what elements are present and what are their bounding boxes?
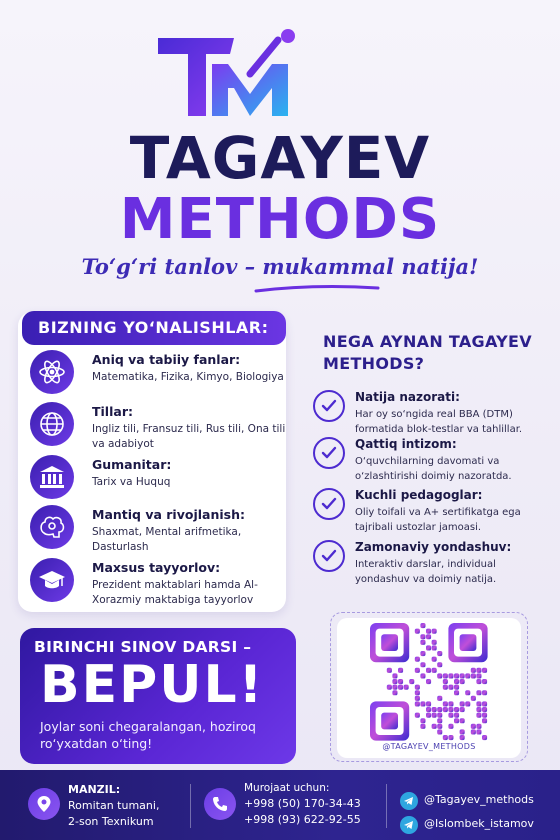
promo-line1: BIRINCHI SINOV DARSI – bbox=[34, 638, 252, 656]
brain-icon bbox=[30, 505, 74, 549]
footer-divider bbox=[190, 784, 191, 828]
direction-item bbox=[30, 505, 286, 557]
why-item-title: Kuchli pedagoglar: bbox=[355, 488, 483, 502]
direction-title: Gumanitar: bbox=[92, 457, 172, 472]
direction-item bbox=[30, 558, 286, 610]
phone-2[interactable]: +998 (93) 622-92-55 bbox=[244, 813, 361, 826]
promo-free: BEPUL! bbox=[40, 655, 265, 715]
direction-title: Aniq va tabiiy fanlar: bbox=[92, 352, 241, 367]
check-icon bbox=[313, 437, 345, 469]
direction-desc: Matematika, Fizika, Kimyo, Biologiya bbox=[92, 371, 284, 383]
why-item-desc: Har oy so‘ngida real BBA (DTM) formatida blok-testlar va tahlillar. bbox=[355, 409, 523, 435]
direction-title: Maxsus tayyorlov: bbox=[92, 560, 221, 575]
direction-desc: Tarix va Huquq bbox=[92, 476, 171, 488]
qr-code[interactable] bbox=[337, 618, 521, 746]
direction-title: Tillar: bbox=[92, 404, 133, 419]
telegram-contact[interactable]: @Islombek_istamov bbox=[424, 817, 534, 830]
direction-item bbox=[30, 402, 286, 454]
contact-label: Murojaat uchun: bbox=[244, 782, 330, 794]
footer bbox=[0, 770, 560, 840]
globe-icon bbox=[30, 402, 74, 446]
direction-item bbox=[30, 350, 286, 402]
check-icon bbox=[313, 390, 345, 422]
graduation-cap-icon bbox=[30, 558, 74, 602]
brand-name-bottom: METHODS bbox=[119, 187, 441, 252]
footer-divider bbox=[386, 784, 387, 828]
telegram-channel[interactable]: @Tagayev_methods bbox=[424, 793, 534, 806]
direction-title: Mantiq va rivojlanish: bbox=[92, 507, 245, 522]
columns-icon bbox=[30, 455, 74, 499]
telegram-icon bbox=[400, 792, 418, 810]
why-item-title: Natija nazorati: bbox=[355, 390, 460, 404]
phone-icon bbox=[204, 788, 236, 820]
tagline: To‘g‘ri tanlov – mukammal natija! bbox=[81, 254, 479, 279]
why-item-desc: Oliy toifali va A+ sertifikatga ega tajribali ustozlar jamoasi. bbox=[355, 507, 521, 533]
why-title: NEGA AYNAN TAGAYEV METHODS? bbox=[323, 332, 532, 373]
direction-item bbox=[30, 455, 286, 507]
qr-caption: @TAGAYEV_METHODS bbox=[382, 742, 476, 751]
why-item-title: Zamonaviy yondashuv: bbox=[355, 540, 512, 554]
address-label: MANZIL: bbox=[68, 783, 121, 796]
check-icon bbox=[313, 540, 345, 572]
location-pin-icon bbox=[28, 788, 60, 820]
why-item-desc: Interaktiv darslar, individual yondashuv va doimiy natija. bbox=[355, 559, 497, 585]
tm-logo bbox=[150, 24, 300, 124]
telegram-icon bbox=[400, 816, 418, 834]
address-line2: 2-son Texnikum bbox=[68, 815, 154, 828]
direction-desc: Prezident maktablari hamda Al-Xorazmiy maktabiga tayyorlov bbox=[92, 579, 258, 606]
promo-subtitle: Joylar soni chegaralangan, hoziroq ro‘yxatdan o‘ting! bbox=[40, 719, 256, 751]
qr-code-box[interactable] bbox=[337, 618, 521, 758]
atom-icon bbox=[30, 350, 74, 394]
check-icon bbox=[313, 488, 345, 520]
direction-desc: Shaxmat, Mental arifmetika, Dasturlash bbox=[92, 526, 242, 553]
direction-desc: Ingliz tili, Fransuz tili, Rus tili, Ona tili va adabiyot bbox=[92, 423, 286, 450]
phone-1[interactable]: +998 (50) 170-34-43 bbox=[244, 797, 361, 810]
why-item-title: Qattiq intizom: bbox=[355, 437, 457, 451]
why-item-desc: O‘quvchilarning davomati va o‘zlashtirishi doimiy nazoratda. bbox=[355, 456, 512, 482]
brand-name-top: TAGAYEV bbox=[129, 124, 431, 192]
address-line1: Romitan tumani, bbox=[68, 799, 160, 812]
directions-header: BIZNING YO‘NALISHLAR: bbox=[22, 311, 286, 345]
tagline-underline bbox=[254, 282, 380, 296]
